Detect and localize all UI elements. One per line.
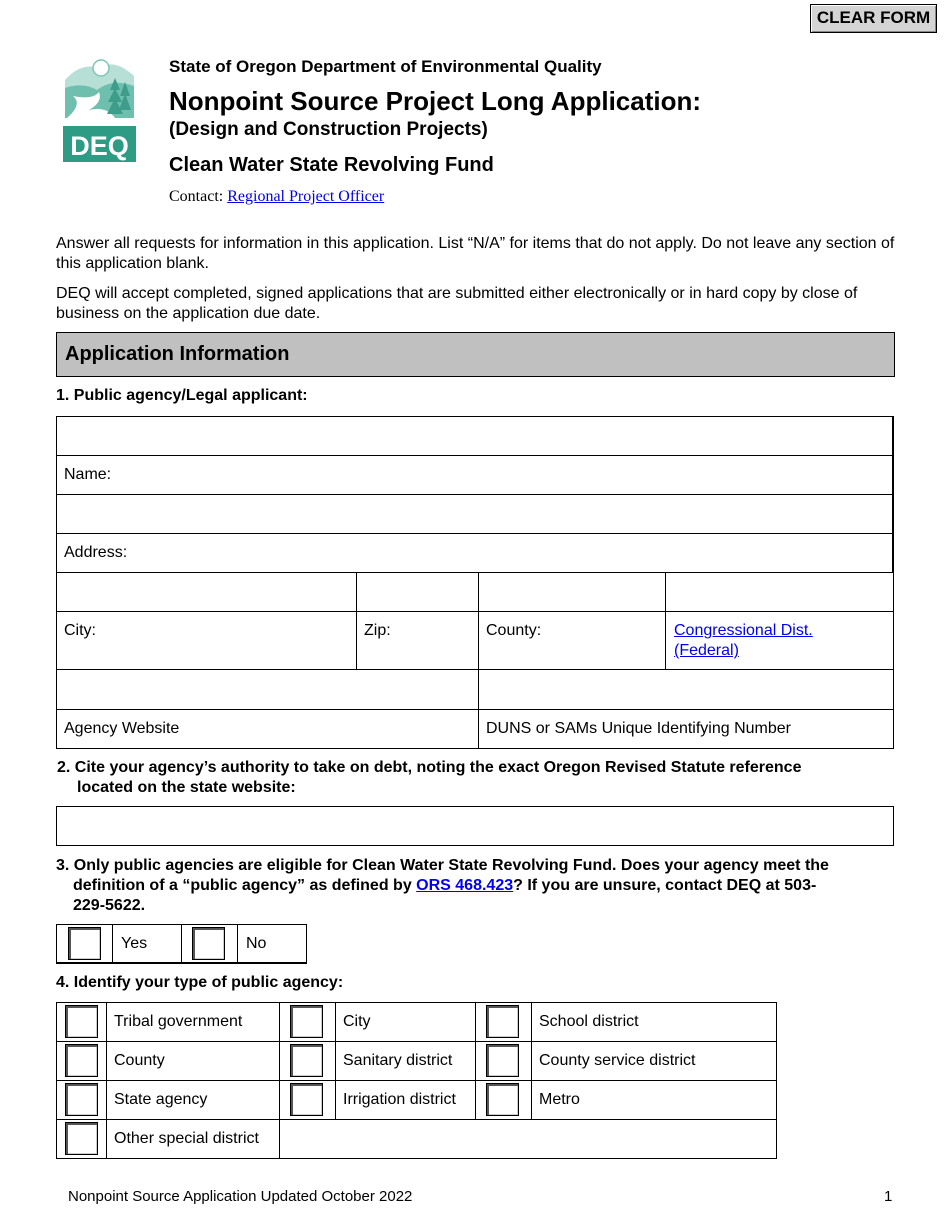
city-field[interactable] [57,573,357,612]
zip-field[interactable] [357,573,479,612]
clear-form-button[interactable]: CLEAR FORM [810,4,937,33]
intro-paragraph-2: DEQ will accept completed, signed applications that are submitted either electronically or in hard copy by close of business on the application due date. [56,285,858,322]
congressional-line-2: (Federal) [674,642,739,659]
no-label: No [246,935,267,952]
fund-name: Clean Water State Revolving Fund [169,154,494,176]
state-agency-label: State agency [114,1091,208,1108]
name-label-cell [57,456,893,495]
question-3-label [56,856,891,916]
agency-type-checkbox-cell [57,1003,107,1042]
yes-label: Yes [121,935,148,952]
website-label-cell [57,710,479,748]
public-agency-yes-no [56,924,307,964]
agency-type-label-cell [107,1042,280,1081]
question-3-line-1: 3. Only public agencies are eligible for Clean Water State Revolving Fund. Does your agency meet the [56,857,829,874]
debt-authority-field[interactable] [56,806,894,846]
agency-type-checkbox-cell [476,1081,532,1120]
contact-line [169,188,384,206]
agency-type-label-cell [107,1003,280,1042]
page-subtitle: (Design and Construction Projects) [169,119,488,140]
question-3-text-a: definition of a “public agency” as defined by [73,877,417,894]
county-checkbox[interactable] [65,1044,98,1077]
deq-logo [63,56,136,162]
county-label-cell [479,612,666,670]
congressional-district-field[interactable] [666,573,893,612]
other-special-district-checkbox[interactable] [65,1122,98,1155]
other-special-district-label: Other special district [114,1130,259,1147]
zip-label: Zip: [364,622,391,639]
school-district-checkbox[interactable] [486,1005,519,1038]
question-2-label [57,758,887,798]
page-number: 1 [884,1188,893,1205]
agency-type-checkbox-cell [476,1003,532,1042]
question-4-label: 4. Identify your type of public agency: [56,974,344,991]
city-checkbox[interactable] [290,1005,323,1038]
yes-checkbox-cell [57,925,113,963]
agency-type-label-cell [107,1081,280,1120]
yes-label-cell [113,925,182,963]
address-label-cell [57,534,893,573]
name-field[interactable] [57,417,893,456]
duns-label: DUNS or SAMs Unique Identifying Number [486,720,792,737]
name-label: Name: [64,466,112,483]
address-label: Address: [64,544,128,561]
question-3-text-b: ? If you are unsure, contact DEQ at 503- [513,877,817,894]
school-district-label: School district [539,1013,639,1030]
other-special-district-field[interactable] [280,1120,776,1158]
agency-type-label-cell [336,1042,476,1081]
page-title: Nonpoint Source Project Long Application: [169,86,702,116]
no-label-cell [238,925,306,963]
agency-type-label-cell [336,1081,476,1120]
website-label: Agency Website [64,720,180,737]
county-label: County [114,1052,165,1069]
duns-label-cell [479,710,893,748]
city-label: City: [64,622,96,639]
question-2-line-2: located on the state website: [77,779,296,796]
agency-type-checkbox-cell [476,1042,532,1081]
congressional-line-1: Congressional Dist. [674,622,813,639]
website-field[interactable] [57,670,479,710]
county-service-district-checkbox[interactable] [486,1044,519,1077]
duns-field[interactable] [479,670,893,710]
agency-name: State of Oregon Department of Environmental Quality [169,57,602,76]
county-service-district-label: County service district [539,1052,696,1069]
address-field[interactable] [57,495,893,534]
sanitary-district-label: Sanitary district [343,1052,453,1069]
agency-type-checkbox-cell [280,1042,336,1081]
footer-text: Nonpoint Source Application Updated October 2022 [68,1188,413,1205]
county-label: County: [486,622,542,639]
yes-checkbox[interactable] [68,927,101,960]
no-checkbox[interactable] [192,927,225,960]
deq-logo-text: DEQ [70,131,129,161]
state-agency-checkbox[interactable] [65,1083,98,1116]
agency-type-checkbox-cell [280,1003,336,1042]
county-field[interactable] [479,573,666,612]
irrigation-district-label: Irrigation district [343,1091,456,1108]
tribal-government-label: Tribal government [114,1013,243,1030]
congressional-label-cell [666,612,893,670]
regional-project-officer-link[interactable]: Regional Project Officer [227,188,385,205]
no-checkbox-cell [182,925,238,963]
congressional-district-link[interactable] [674,621,813,661]
city-label: City [343,1013,371,1030]
agency-type-checkbox-cell [280,1081,336,1120]
agency-type-label-cell [532,1081,776,1120]
applicant-grid [56,416,894,749]
question-3-line-2 [56,876,891,896]
question-3-line-3: 229-5622. [73,897,146,914]
irrigation-district-checkbox[interactable] [290,1083,323,1116]
contact-label: Contact: [169,188,224,205]
metro-label: Metro [539,1091,580,1108]
tribal-government-checkbox[interactable] [65,1005,98,1038]
sanitary-district-checkbox[interactable] [290,1044,323,1077]
zip-label-cell [357,612,479,670]
agency-type-label-cell [336,1003,476,1042]
agency-type-checkbox-cell [57,1120,107,1158]
agency-type-label-cell [107,1120,280,1158]
intro-paragraph-1: Answer all requests for information in this application. List “N/A” for items that do not apply. Do not leave any section of this application blank. [56,235,895,272]
city-label-cell [57,612,357,670]
section-header: Application Information [56,332,895,377]
agency-type-grid [56,1002,777,1159]
ors-468-423-link[interactable]: ORS 468.423 [416,877,514,894]
agency-type-checkbox-cell [57,1042,107,1081]
question-1-label: 1. Public agency/Legal applicant: [56,387,308,404]
question-2-line-1: 2. Cite your agency’s authority to take on debt, noting the exact Oregon Revised Statute reference [57,759,802,776]
metro-checkbox[interactable] [486,1083,519,1116]
agency-type-checkbox-cell [57,1081,107,1120]
agency-type-label-cell [532,1042,776,1081]
agency-type-label-cell [532,1003,776,1042]
